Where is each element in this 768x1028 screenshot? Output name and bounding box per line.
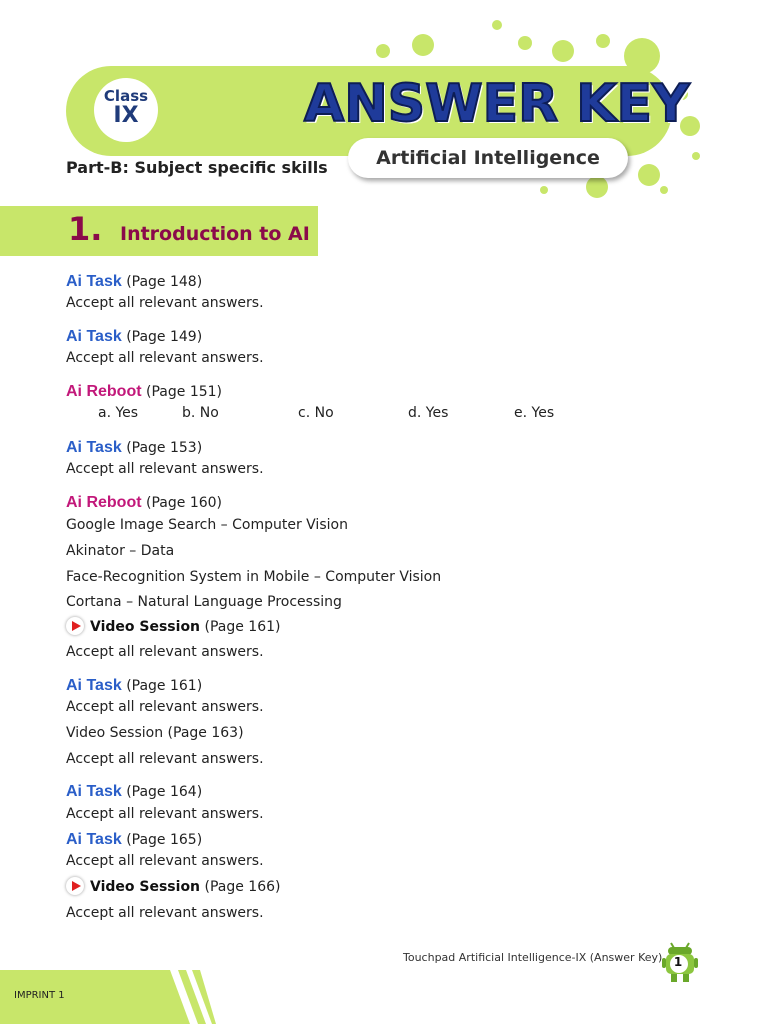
ai-logo-icon: Ai <box>66 494 82 511</box>
answer-text: Accept all relevant answers. <box>66 461 264 477</box>
section-heading <box>66 382 222 402</box>
option-a: a. Yes <box>98 405 139 421</box>
page-number: 1 <box>673 955 683 969</box>
option-c: c. No <box>298 405 334 421</box>
ai-logo-icon: Ai <box>66 383 82 400</box>
book-title: Touchpad Artificial Intelligence-IX (Answer Key) <box>403 951 663 964</box>
list-item: Face-Recognition System in Mobile – Computer Vision <box>66 569 442 585</box>
list-item: Cortana – Natural Language Processing <box>66 594 342 610</box>
answer-text: Accept all relevant answers. <box>66 806 264 822</box>
section-heading <box>66 676 202 696</box>
ai-logo-icon: Ai <box>66 273 82 290</box>
chapter-number: 1. <box>68 210 103 248</box>
page-reference: (Page 161) <box>204 619 281 635</box>
ai-logo-icon: Ai <box>66 831 82 848</box>
video-session-label: Video Session <box>90 879 201 895</box>
chapter-title: Introduction to AI <box>120 223 310 245</box>
page-title: ANSWER KEY <box>304 74 690 134</box>
class-badge <box>94 78 158 142</box>
option-b: b. No <box>182 405 219 421</box>
section-heading <box>66 782 202 802</box>
task-label: Task <box>86 328 122 345</box>
task-label: Task <box>86 783 122 800</box>
reboot-label: Reboot <box>86 494 142 511</box>
page-reference: (Page 151) <box>146 384 223 400</box>
class-number: IX <box>113 103 139 128</box>
section-heading <box>66 493 222 513</box>
video-session-heading <box>66 877 280 897</box>
answer-text: Accept all relevant answers. <box>66 699 264 715</box>
ai-logo-icon: Ai <box>66 783 82 800</box>
ai-logo-icon: Ai <box>66 439 82 456</box>
answer-text: Video Session (Page 163) <box>66 725 244 741</box>
page-reference: (Page 165) <box>126 832 203 848</box>
list-item: Google Image Search – Computer Vision <box>66 517 348 533</box>
section-heading <box>66 438 202 458</box>
task-label: Task <box>86 273 122 290</box>
page-reference: (Page 164) <box>126 784 203 800</box>
video-play-icon <box>66 617 84 635</box>
answer-text: Accept all relevant answers. <box>66 905 264 921</box>
ai-logo-icon: Ai <box>66 677 82 694</box>
task-label: Task <box>86 439 122 456</box>
video-session-label: Video Session <box>90 619 201 635</box>
answer-text: Accept all relevant answers. <box>66 853 264 869</box>
imprint-label: IMPRINT 1 <box>14 990 65 1001</box>
page-reference: (Page 153) <box>126 440 203 456</box>
section-heading <box>66 272 202 292</box>
section-heading <box>66 830 202 850</box>
subject-label: Artificial Intelligence <box>348 138 628 178</box>
part-heading: Part-B: Subject specific skills <box>66 158 328 177</box>
answer-text: Accept all relevant answers. <box>66 350 264 366</box>
ai-logo-icon: Ai <box>66 328 82 345</box>
option-e: e. Yes <box>514 405 555 421</box>
class-label: Class <box>103 87 149 105</box>
page-reference: (Page 166) <box>204 879 281 895</box>
reboot-label: Reboot <box>86 383 142 400</box>
page-reference: (Page 149) <box>126 329 203 345</box>
list-item: Akinator – Data <box>66 543 175 559</box>
page-reference: (Page 160) <box>146 495 223 511</box>
option-d: d. Yes <box>408 405 449 421</box>
page-reference: (Page 148) <box>126 274 203 290</box>
chapter-underline <box>0 254 318 256</box>
answer-text: Accept all relevant answers. <box>66 644 264 660</box>
video-play-icon <box>66 877 84 895</box>
task-label: Task <box>86 677 122 694</box>
answer-text: Accept all relevant answers. <box>66 751 264 767</box>
task-label: Task <box>86 831 122 848</box>
page-reference: (Page 161) <box>126 678 203 694</box>
answer-text: Accept all relevant answers. <box>66 295 264 311</box>
section-heading <box>66 327 202 347</box>
video-session-heading <box>66 617 280 637</box>
